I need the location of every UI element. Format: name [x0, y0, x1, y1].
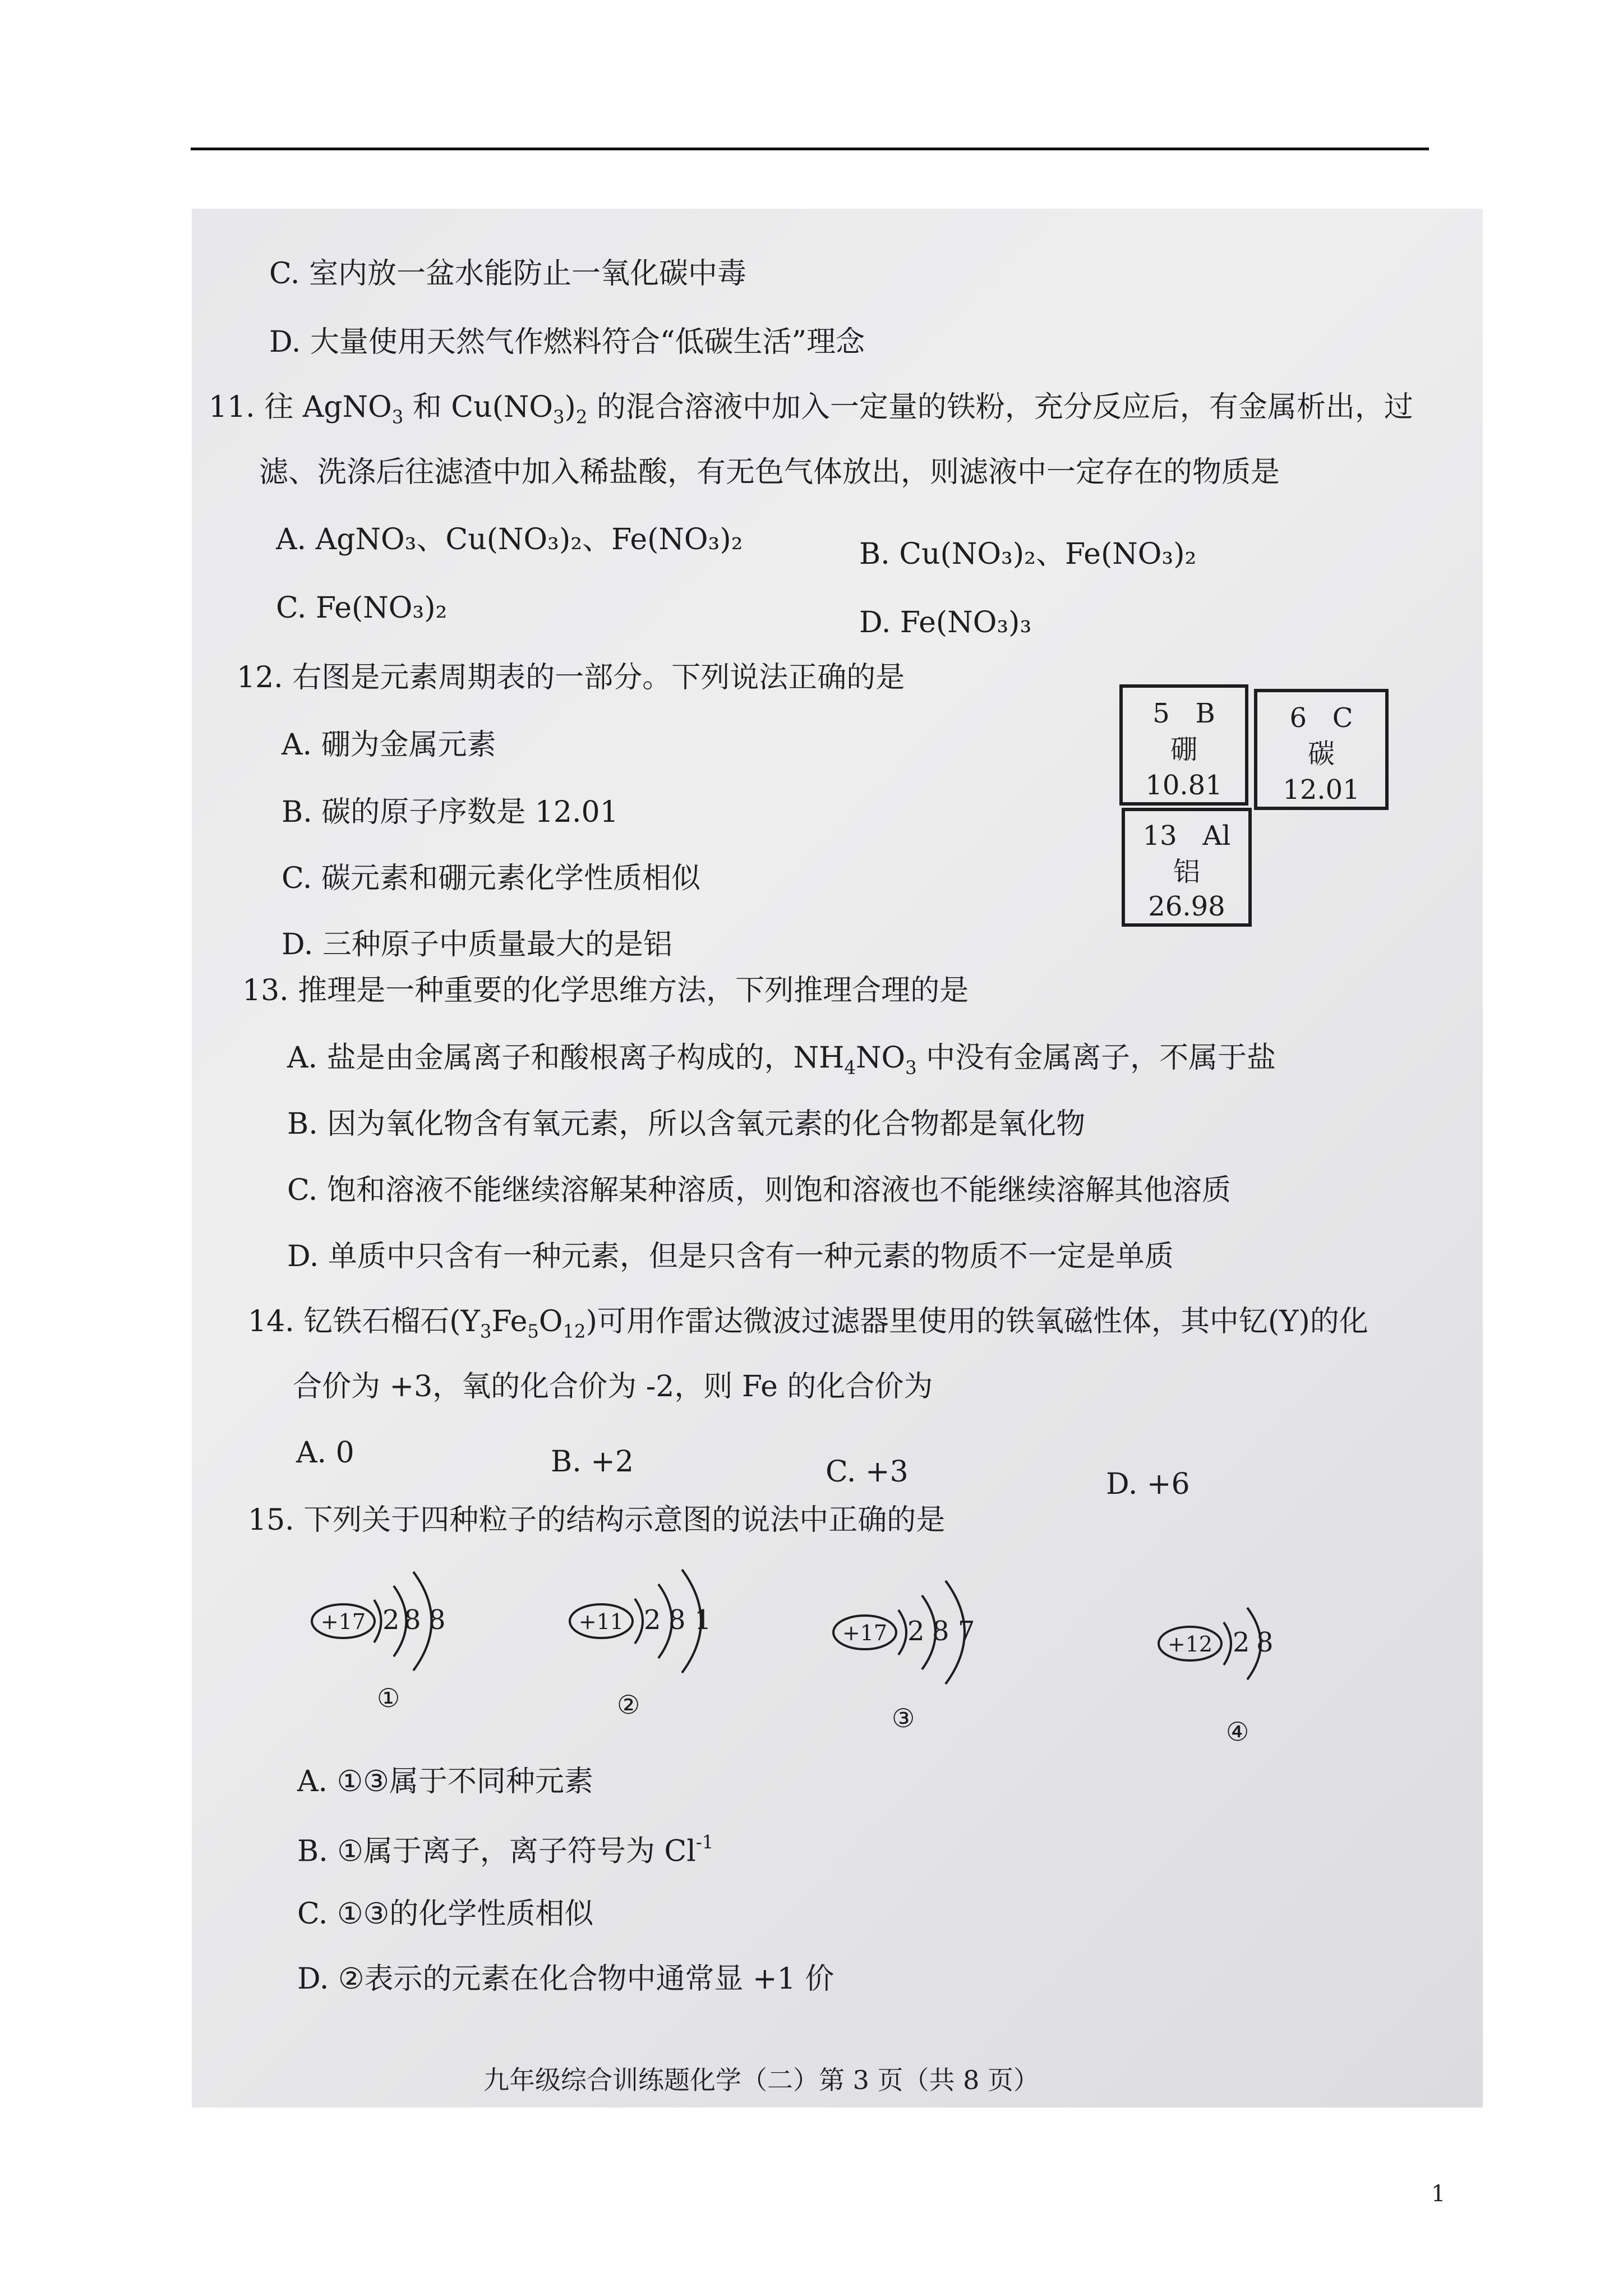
particle-diagram-3 — [826, 1566, 1016, 1692]
shell-electrons-1: 2 — [644, 1604, 661, 1636]
header-rule — [191, 148, 1429, 150]
nucleus-charge: +12 — [1167, 1632, 1213, 1657]
q15-option-d: D. ②表示的元素在化合物中通常显 +1 价 — [297, 1962, 834, 1996]
q12-option-c: C. 碳元素和硼元素化学性质相似 — [282, 862, 700, 895]
particle-diagram-1 — [304, 1555, 483, 1681]
q13-option-a: A. 盐是由金属离子和酸根离子构成的，$NH_4NO_3$ 中没有金属离子，不属于盐 — [287, 1041, 1276, 1079]
shell-electrons-1: 2 — [382, 1604, 400, 1636]
q15-stem: 15. 下列关于四种粒子的结构示意图的说法中正确的是 — [248, 1503, 946, 1537]
q11-stem-line1: 11. 往 AgNO$_3$ 和 $Cu(NO_3)_2$ 的混合溶液中加入一定量的铁粉，充分反应后，有金属析出，过 — [209, 390, 1413, 428]
nucleus-charge: +17 — [320, 1609, 366, 1634]
shell-electrons-2: 8 — [932, 1616, 949, 1647]
element-name: 硼 — [1170, 734, 1197, 765]
shell-arc-1 — [898, 1610, 906, 1655]
element-name: 碳 — [1307, 738, 1335, 770]
atomic-structure-svg-3 — [826, 1566, 1016, 1690]
shell-electrons-3: 8 — [428, 1604, 446, 1636]
shell-arc-1 — [635, 1599, 643, 1644]
particle-diagram-2 — [562, 1555, 753, 1681]
element-cell-carbon — [1254, 689, 1389, 810]
shell-electrons-2: 8 — [1256, 1627, 1274, 1658]
particle-label-4: ④ — [1226, 1717, 1249, 1747]
page-footer: 九年级综合训练题化学（二）第 3 页（共 8 页） — [483, 2065, 1040, 2095]
atomic-structure-svg-2 — [562, 1555, 753, 1678]
q14-option-c: C. +3 — [826, 1455, 909, 1489]
q15-option-a: A. ①③属于不同种元素 — [297, 1765, 593, 1798]
element-number-symbol: 5 B — [1152, 698, 1215, 729]
shell-electrons-1: 2 — [907, 1616, 925, 1647]
element-cell-aluminum — [1122, 808, 1252, 927]
element-mass: 10.81 — [1145, 770, 1223, 801]
nucleus-charge: +17 — [842, 1621, 888, 1645]
element-name: 铝 — [1173, 856, 1200, 887]
particle-label-1: ① — [377, 1683, 400, 1713]
particle-label-2: ② — [617, 1690, 640, 1720]
q12-stem: 12. 右图是元素周期表的一部分。下列说法正确的是 — [237, 661, 905, 694]
atomic-structure-svg-4 — [1151, 1583, 1319, 1695]
q13-stem: 13. 推理是一种重要的化学思维方法，下列推理合理的是 — [242, 974, 969, 1007]
q10-option-d: D. 大量使用天然气作燃料符合“低碳生活”理念 — [269, 325, 865, 359]
q12-option-a: A. 硼为金属元素 — [282, 728, 496, 762]
nucleus-charge: +11 — [578, 1609, 624, 1634]
shell-electrons-2: 8 — [668, 1604, 686, 1636]
q11-option-c: C. Fe(NO₃)₂ — [276, 591, 448, 625]
particle-diagram-4 — [1151, 1583, 1319, 1697]
q15-option-b: B. ①属于离子，离子符号为 $Cl^{-1}$ — [297, 1832, 714, 1869]
q15-option-c: C. ①③的化学性质相似 — [297, 1897, 594, 1931]
shell-electrons-3: 1 — [694, 1604, 712, 1636]
shell-electrons-3: 7 — [958, 1616, 975, 1647]
q12-option-d: D. 三种原子中质量最大的是铝 — [282, 928, 672, 961]
element-mass: 26.98 — [1148, 891, 1225, 922]
q13-option-d: D. 单质中只含有一种元素，但是只含有一种元素的物质不一定是单质 — [287, 1240, 1174, 1273]
element-mass: 12.01 — [1283, 774, 1360, 806]
q12-option-b: B. 碳的原子序数是 12.01 — [282, 795, 619, 829]
shell-electrons-2: 8 — [404, 1604, 421, 1636]
q11-option-a: A. AgNO₃、Cu(NO₃)₂、Fe(NO₃)₂ — [276, 523, 743, 556]
shell-arc-1 — [1224, 1622, 1231, 1665]
exam-page-photo — [192, 209, 1483, 2108]
q13-option-c: C. 饱和溶液不能继续溶解某种溶质，则饱和溶液也不能继续溶解其他溶质 — [287, 1174, 1231, 1207]
q10-option-c: C. 室内放一盆水能防止一氧化碳中毒 — [269, 257, 746, 291]
q14-stem-line2: 合价为 +3，氧的化合价为 -2，则 Fe 的化合价为 — [293, 1370, 933, 1404]
q13-option-b: B. 因为氧化物含有氧元素，所以含氧元素的化合物都是氧化物 — [287, 1107, 1086, 1141]
q14-option-d: D. +6 — [1106, 1467, 1190, 1501]
q14-option-a: A. 0 — [296, 1436, 354, 1470]
element-cell-boron — [1119, 684, 1248, 806]
element-number-symbol: 13 Al — [1142, 820, 1231, 852]
q14-stem-line1: 14. 钇铁石榴石$(Y_3Fe_5O_{12})$可用作雷达微波过滤器里使用的铁氧磁性体，其中钇(Y)的化 — [248, 1305, 1368, 1342]
particle-label-3: ③ — [892, 1703, 915, 1733]
q11-stem-line2: 滤、洗涤后往滤渣中加入稀盐酸，有无色气体放出，则滤液中一定存在的物质是 — [259, 455, 1280, 489]
shell-electrons-1: 2 — [1233, 1627, 1250, 1658]
element-number-symbol: 6 C — [1289, 702, 1353, 734]
q11-option-d: D. Fe(NO₃)₃ — [859, 606, 1032, 639]
q11-option-b: B. Cu(NO₃)₂、Fe(NO₃)₂ — [859, 537, 1197, 571]
page-number: 1 — [1431, 2181, 1446, 2207]
q14-option-b: B. +2 — [551, 1445, 634, 1479]
atomic-structure-svg-1 — [304, 1555, 483, 1678]
